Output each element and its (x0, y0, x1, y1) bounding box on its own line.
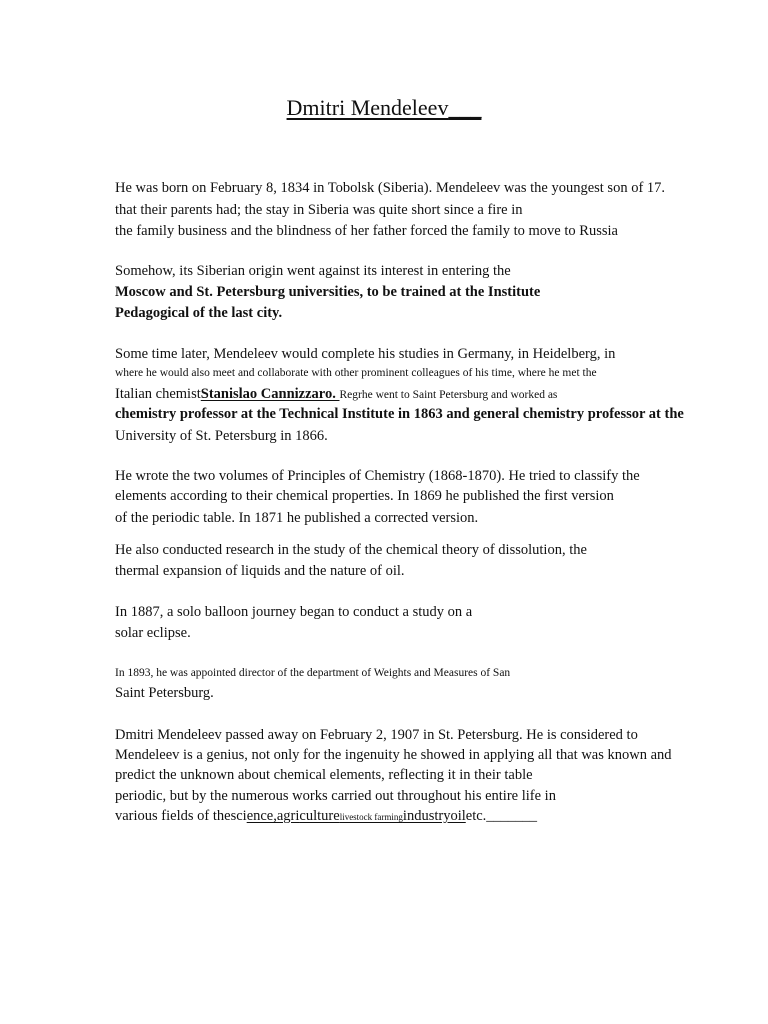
p1-line-1: He was born on February 8, 1834 in Tobolsk (Siberia). Mendeleev was the youngest son of 17. (115, 180, 666, 196)
p3-line-3-start: Italian chemist (115, 386, 201, 402)
title-underline-trail: ___ (448, 95, 482, 120)
p8-line-5 (115, 807, 537, 826)
p1-line-2: that their parents had; the stay in Siberia was quite short since a fire in (115, 202, 523, 218)
p4-line-2: elements according to their chemical properties. In 1869 he published the first version (115, 488, 614, 504)
p6-line-1: In 1887, a solo balloon journey began to conduct a study on a (115, 604, 473, 620)
p8-line-2: Mendeleev is a genius, not only for the ingenuity he showed in applying all that was known and (115, 747, 672, 763)
title-text: Dmitri Mendeleev (286, 95, 449, 120)
p3-line-5: University of St. Petersburg in 1866. (115, 428, 328, 444)
p3-line-2: where he would also meet and collaborate with other prominent colleagues of his time, where he met the (115, 367, 597, 379)
p2-line-2: Moscow and St. Petersburg universities, to be trained at the Institute (115, 284, 541, 300)
p3-line-3-end: Regrhe went to Saint Petersburg and worked as (339, 389, 558, 401)
cannizzaro-name: Stanislao Cannizzaro. (200, 386, 340, 402)
p7-line-2: Saint Petersburg. (115, 685, 214, 701)
livestock-blank: livestock farming (339, 812, 403, 822)
p5-line-1: He also conducted research in the study of the chemical theory of dissolution, the (115, 542, 587, 558)
science-blank: ence,agri (246, 808, 300, 824)
p3-line-3 (115, 385, 557, 404)
p5-line-2: thermal expansion of liquids and the nature of oil. (115, 563, 405, 579)
etc-text: etc. (465, 808, 487, 824)
p7-line-1: In 1893, he was appointed director of the department of Weights and Measures of San (115, 667, 511, 679)
trailing-blank: _______ (486, 808, 538, 824)
p3-line-1: Some time later, Mendeleev would complete his studies in Germany, in Heidelberg, in (115, 346, 616, 362)
industry-blank: industryoil (402, 808, 466, 824)
p1-line-3: the family business and the blindness of her father forced the family to move to Russia (115, 223, 618, 239)
p4-line-3: of the periodic table. In 1871 he published a corrected version. (115, 510, 479, 526)
p3-line-4: chemistry professor at the Technical Institute in 1863 and general chemistry professor at the (115, 406, 684, 422)
document-title (0, 94, 768, 122)
p2-line-1: Somehow, its Siberian origin went against its interest in entering the (115, 263, 511, 279)
agriculture-blank: culture (299, 808, 340, 824)
p2-line-3: Pedagogical of the last city. (115, 305, 283, 321)
p8-line-4: periodic, but by the numerous works carried out throughout his entire life in (115, 788, 556, 804)
p8-last-start: various fields of thesci (115, 808, 247, 824)
p8-line-3: predict the unknown about chemical elements, reflecting it in their table (115, 767, 533, 783)
p4-line-1: He wrote the two volumes of Principles of Chemistry (1868-1870). He tried to classify the (115, 468, 640, 484)
p8-line-1: Dmitri Mendeleev passed away on February 2, 1907 in St. Petersburg. He is considered to (115, 727, 638, 743)
p6-line-2: solar eclipse. (115, 625, 191, 641)
